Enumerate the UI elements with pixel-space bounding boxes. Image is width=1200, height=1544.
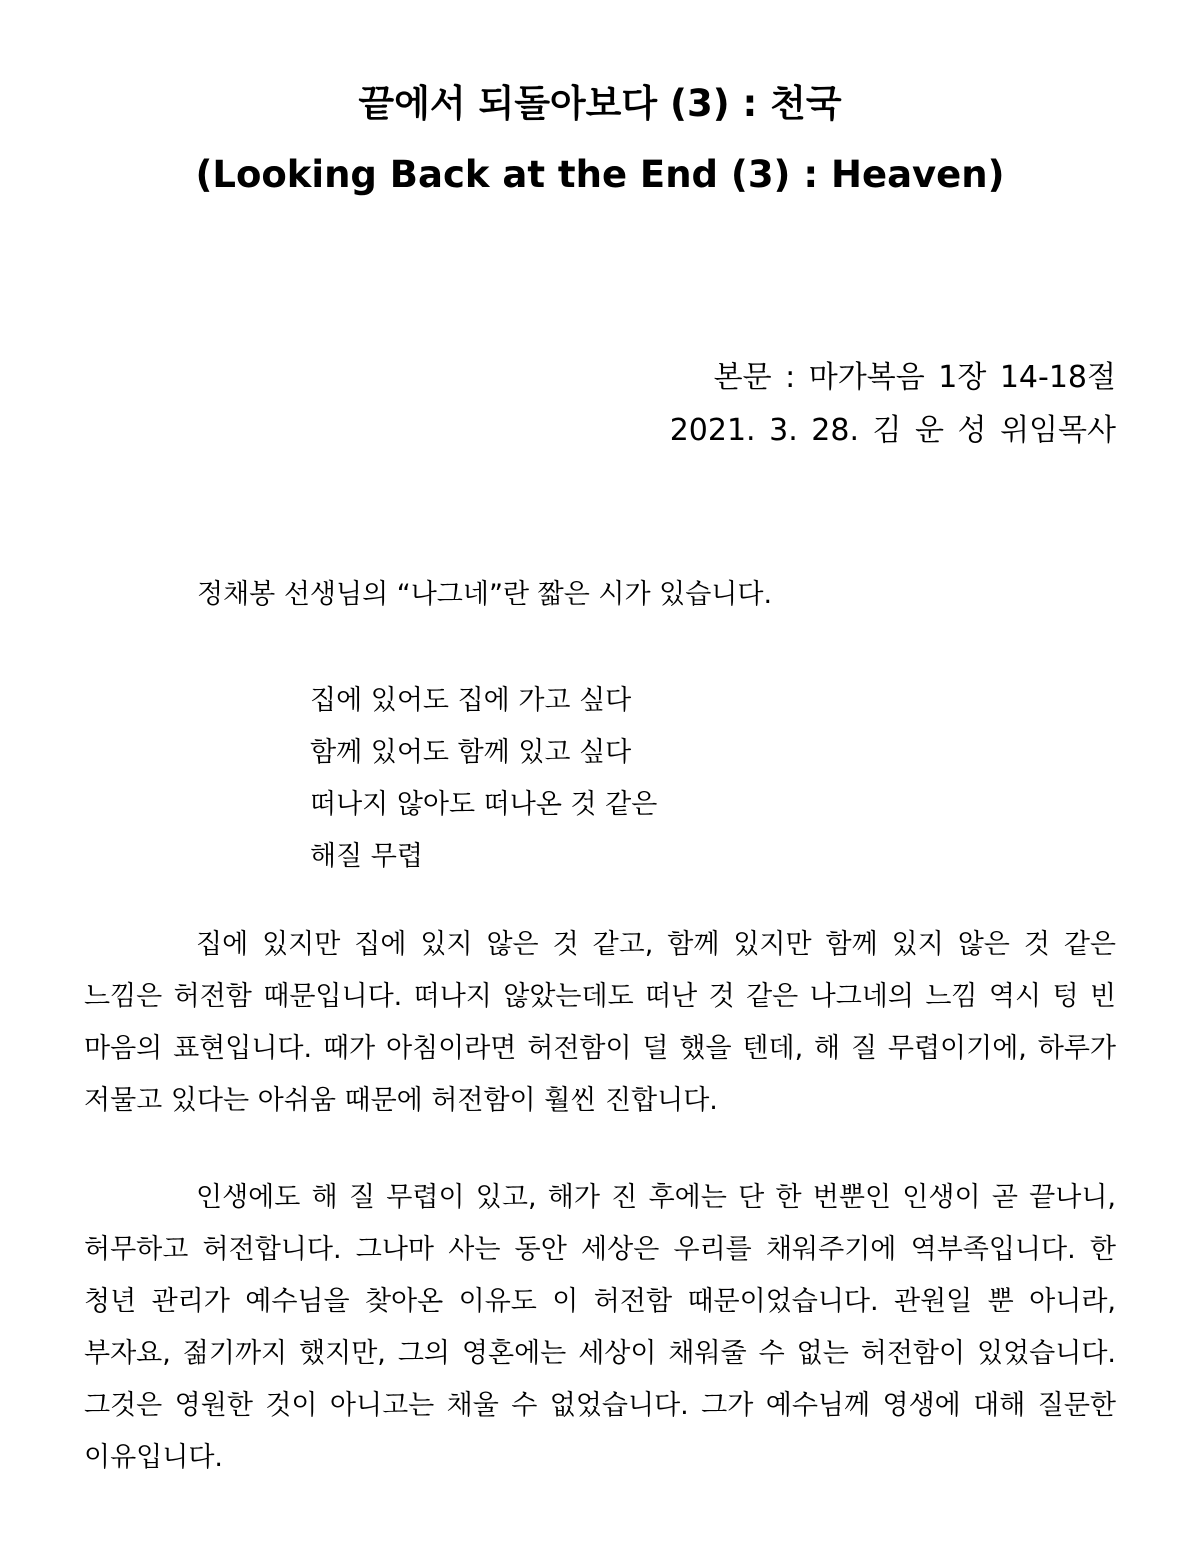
date-and-author: 2021. 3. 28. 김 운 성 위임목사 bbox=[669, 413, 1116, 448]
poem-line: 함께 있어도 함께 있고 싶다 bbox=[310, 737, 632, 768]
page-title-english: (Looking Back at the End (3) : Heaven) bbox=[195, 153, 1005, 196]
poem-block bbox=[310, 675, 657, 883]
scripture-reference: 본문 : 마가복음 1장 14-18절 bbox=[713, 360, 1116, 395]
intro-sentence: 정채봉 선생님의 “나그네”란 짧은 시가 있습니다. bbox=[197, 579, 773, 610]
poem-line: 해질 무렵 bbox=[310, 841, 423, 872]
poem-line: 떠나지 않아도 떠나온 것 같은 bbox=[310, 789, 658, 820]
page-title-korean: 끝에서 되돌아보다 (3) : 천국 bbox=[358, 82, 842, 125]
body-paragraph: 집에 있지만 집에 있지 않은 것 같고, 함께 있지만 함께 있지 않은 것 같은 느낌은 허전함 때문입니다. 떠나지 않았는데도 떠난 것 같은 나그네의 느낌 역시 텅 빈 마음의 표현입니다. 때가 아침이라면 허전함이 덜 했을 텐데, 해 질 무렵이기에, 하루가 저물고 있다는 아쉬움 때문에 허전함이 훨씬 진합니다. bbox=[84, 929, 1116, 1116]
poem-line: 집에 있어도 집에 가고 싶다 bbox=[310, 685, 632, 716]
body-paragraph: 인생에도 해 질 무렵이 있고, 해가 진 후에는 단 한 번뿐인 인생이 곧 끝나니, 허무하고 허전합니다. 그나마 사는 동안 세상은 우리를 채워주기에 역부족입니다. 한 청년 관리가 예수님을 찾아온 이유도 이 허전함 때문이었습니다. 관원일 뿐 아니라, 부자요, 젊기까지 했지만, 그의 영혼에는 세상이 채워줄 수 없는 허전함이 있었습니다. 그것은 영원한 것이 아니고는 채울 수 없었습니다. 그가 예수님께 영생에 대해 질문한 이유입니다. bbox=[84, 1182, 1116, 1473]
